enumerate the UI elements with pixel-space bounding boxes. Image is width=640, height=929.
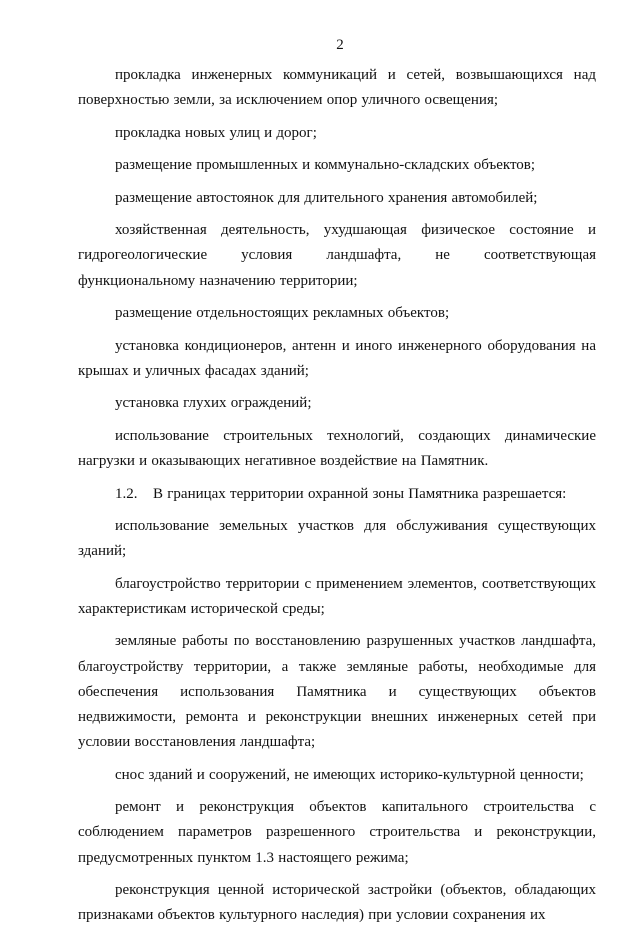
paragraph: размещение автостоянок для длительного хранения автомобилей; [115, 189, 538, 206]
paragraph: снос зданий и сооружений, не имеющих историко-культурной ценности; [115, 766, 584, 783]
paragraph: использование строительных технологий, создающих динамические нагрузки и оказывающих негативное воздействие на Памятник. [78, 427, 596, 470]
paragraph: реконструкция ценной исторической застройки (объектов, обладающих признаками объектов культурного наследия) при условии сохранения их [78, 882, 596, 924]
paragraph: размещение промышленных и коммунально-складских объектов; [115, 157, 536, 174]
paragraph: использование земельных участков для обслуживания существующих зданий; [78, 518, 596, 560]
section-heading [78, 482, 596, 507]
paragraph: прокладка инженерных коммуникаций и сетей, возвышающихся над поверхностью земли, за исключением опор уличного освещения; [78, 67, 596, 109]
paragraph: земляные работы по восстановлению разрушенных участков ландшафта, благоустройству территории, а также земляные работы, необходимые для обеспечения использования Памятника и существующих объектов недвижимости, ремонта и реконструкции внешних инженерных сетей при условии восстановления ландшафта; [78, 633, 596, 751]
page-number: 2 [336, 37, 344, 53]
paragraph: благоустройство территории с применением элементов, соответствующих характеристикам исторической среды; [78, 575, 596, 617]
paragraph: хозяйственная деятельность, ухудшающая физическое состояние и гидрогеологические условия ландшафта, не соответствующая функциональному назначению территории; [78, 222, 596, 289]
paragraph: ремонт и реконструкция объектов капитального строительства с соблюдением параметров разрешенного строительства и реконструкции, предусмотренных пунктом 1.3 настоящего режима; [78, 799, 596, 866]
paragraph: установка кондиционеров, антенн и иного инженерного оборудования на крышах и уличных фасадах зданий; [78, 337, 596, 379]
paragraph: установка глухих ограждений; [115, 395, 312, 412]
paragraph: прокладка новых улиц и дорог; [115, 124, 317, 141]
section-text: В границах территории охранной зоны Памятника разрешается: [153, 485, 567, 502]
paragraph: размещение отдельностоящих рекламных объектов; [115, 305, 450, 322]
section-number: 1.2. [115, 485, 138, 502]
